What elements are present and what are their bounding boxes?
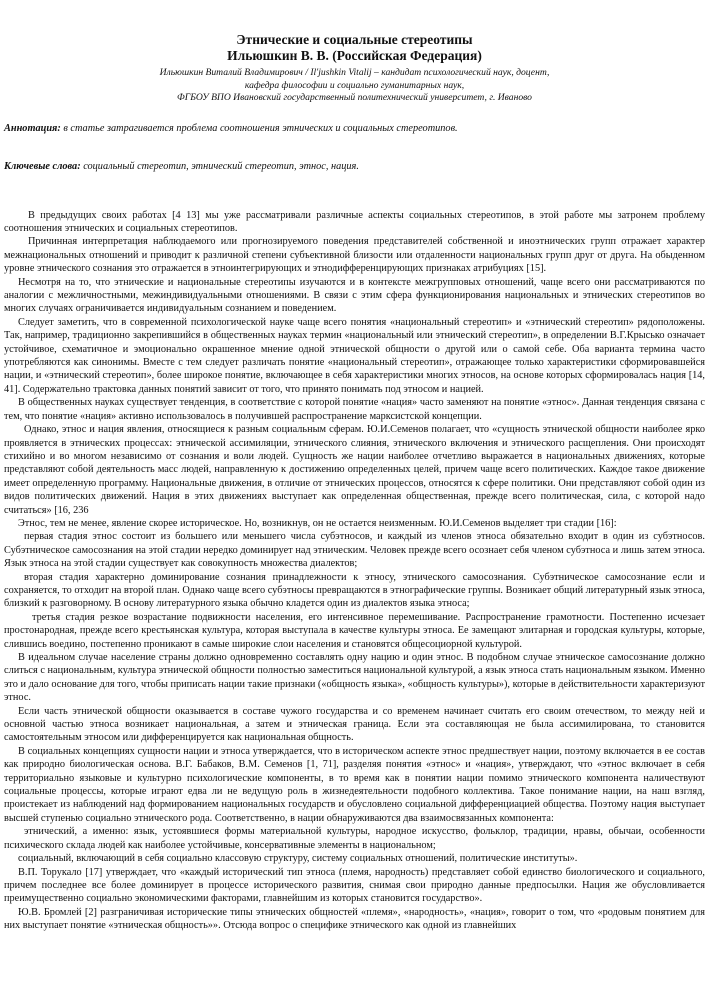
paper-header	[0, 0, 709, 105]
list-item: вторая стадия характерно доминирование сознания принадлежности к этносу, этнического самосознания. Субэтническое самосознание если и сохраняется, то отходит на второй план. Однако чаще всего субэтносы превращаются в этнографические группы. Возникает общий литературный язык этноса, близкий к разговорному. В основу литературного языка обычно кладется один из диалектов языка этноса;	[4, 571, 705, 610]
body-paragraph: Причинная интерпретация наблюдаемого или прогнозируемого поведения представителей собственной и иноэтнических групп отражает характер межнациональных отношений и приводит к различной степени субъективной близости или отдаленности национальных групп друг от друга. На обыденном уровне этнического сознания это отражается в этноинтегрирующих и этнодифференцирующих признаках атрибуциях [15].	[4, 236, 705, 275]
body-paragraph: В идеальном случае население страны должно одновременно составлять одну нацию и один этнос. В подобном случае этническое самосознание должно слиться с национальным, культура этнической общности полностью заместиться национальной культурой, а язык этноса стать национальным языком. Именно это и дало основание для того, чтобы приписать нации такие признаки («общность языка», «общность культуры»), которые в действительности характеризуют этнос.	[4, 652, 705, 704]
body-paragraph: Если часть этнической общности оказывается в составе чужого государства и со временем начинает считать его своим отечеством, то между ней и основной частью этноса возникает национальная, а затем и этническая граница. Если эта составляющая не была ассимилирована, то становится самостоятельным этносом или дифференцируется как национальная общность.	[4, 705, 705, 744]
body-paragraph: В.П. Торукало [17] утверждает, что «каждый исторический тип этноса (племя, народность) представляет собой единство биологического и социального, причем последнее все более доминирует в процессе исторического развития, снимая свои природно данные предпосылки. Нация же обусловливается преимущественно социально экономическими факторами, главнейшим из которых становится государство».	[4, 866, 705, 905]
keywords-text: социальный стереотип, этнический стереотип, этнос, нация.	[80, 161, 359, 173]
annotation-text: в статье затрагивается проблема соотношения этнических и социальных стереотипов.	[60, 122, 458, 134]
list-item: этнический, а именно: язык, устоявшиеся формы материальной культуры, народное искусство, фольклор, традиции, нравы, обычаи, особенности психического склада людей как наиболее устойчивые, консервативные элементы в национальном;	[4, 826, 705, 851]
annotation	[0, 122, 709, 135]
body-paragraph: Следует заметить, что в современной психологической науке чаще всего понятия «национальный стереотип» и «этнический стереотип» рядоположены. Так, например, традиционно закрепившийся в общественных науках термин «национальный или этнический стереотип», в определении В.Г.Крысько означает устойчивое, схематичное и эмоционально окрашенное мнение одной этнической общности о другой или о самой себе. Оба варианта термина часто употребляются как синонимы. Вместе с тем следует различать понятие «национальный стереотип», отражающее только характеристики сформировавшейся нации, и «этнический стереотип», более широкое понятие, включающее в себя характеристики многих этносов, на основе которых сформировалась нация [14, 41]. Содержательно трактовка данных понятий зависит от того, что принято понимать под этносом и нацией.	[4, 316, 705, 395]
annotation-label: Аннотация:	[4, 122, 61, 134]
body-paragraph: Однако, этнос и нация явления, относящиеся к разным социальным сферам. Ю.И.Семенов полагает, что «сущность этнической общности наиболее ярко проявляется в этнических процессах: этнической ассимиляции, этнического слияния, этнического включения и этнического расщепления. Они происходят стихийно и во многом независимо от сознания и воли людей. Сущность же нации наиболее отчетливо выражается в национальных движениях, которые представляют собой деятельность масс людей, направленную к достижению определенных целей, причем чаще всего политических. Каждое такое движение имеет определенную программу. Национальные движения, в отличие от этнических процессов, относятся к сфере политики. Они представляют собой один из видов политических движений. Нация в этих движениях выступает как определенная общественная, прежде всего политическая, сила, с которой надо считаться» [16, 236	[4, 424, 705, 516]
affiliation-line: Ильюшкин Виталий Владимирович / Il'jushkin Vitalij – кандидат психологический наук, доцент,	[159, 67, 550, 78]
affiliation-line: кафедра философии и социально гуманитарных наук,	[244, 79, 465, 91]
article-body	[0, 209, 709, 933]
list-item: первая стадия этнос состоит из большего или меньшего числа субэтносов, и каждый из членов этноса обязательно входит в один из субэтносов. Субэтническое самосознания на этой стадии нередко доминирует над этническим. Человек прежде всего осознает себя членом субэтноса и лишь затем этноса. Язык этноса на этой стадии существует как совокупность множества диалектов;	[4, 531, 705, 570]
list-item: социальный, включающий в себя социально классовую структуру, систему социальных отношений, политические институты».	[18, 853, 578, 865]
body-paragraph: В общественных науках существует тенденция, в соответствие с которой понятие «нация» часто заменяют на понятие «этнос». Данная тенденция связана с тем, что понятие «нация» активно использовалось в получившей распространение марксистской концепции.	[4, 397, 705, 422]
paper-title: Этнические и социальные стереотипы	[236, 32, 473, 47]
keywords-label: Ключевые слова:	[4, 161, 81, 173]
body-paragraph: Несмотря на то, что этнические и национальные стереотипы изучаются и в контексте межгрупповых отношений, чаще всего они рассматриваются по аналогии с межличностными, межиндивидуальными отношениями. В связи с этим сфера функционирования национальных и этнических стереотипов во многих случаях ограничивается индивидуальным сознанием и поведением.	[4, 276, 705, 315]
body-paragraph: В социальных концепциях сущности нации и этноса утверждается, что в историческом аспекте этнос предшествует нации, поэтому включается в ее состав как природно биологическая основа. В.Г. Бабаков, В.М. Семенов [1, 71], разделяя понятия «этнос» и «нация», утверждают, что «этнос включает в себя территориально языковые и культурно психологические компоненты, в то время как в понятии нации помимо этнического компонента наличествуют социальные процессы, которые играют едва ли не ведущую роль в жизнедеятельности подобного коллектива. Такое понимание нации, на наш взгляд, проистекает из наблюдений над формированием национальных государств и обусловлено социальной дифференциацией общества. Поэтому нация выступает высшей ступенью социально этнического рода. Соответственно, в нации обнаруживаются два взаимосвязанных компонента:	[4, 745, 705, 824]
body-paragraph: В предыдущих своих работах [4 13] мы уже рассматривали различные аспекты социальных стереотипов, в этой работе мы затронем проблему соотношения этнических и социальных стереотипов.	[4, 209, 705, 234]
body-paragraph: Ю.В. Бромлей [2] разграничивая исторические типы этнических общностей «племя», «народность», «нация», говорит о том, что «родовым понятием для них выступает понятие «этническая общность»». Отсюда вопрос о специфике этнического как одной из главнейших	[4, 906, 705, 932]
author-line: Ильюшкин В. В. (Российская Федерация)	[227, 48, 482, 63]
body-paragraph: Этнос, тем не менее, явление скорее историческое. Но, возникнув, он не остается неизменным. Ю.И.Семенов выделяет три стадии [16]:	[18, 517, 617, 529]
keywords	[0, 160, 709, 173]
list-item: третья стадия резкое возрастание подвижности населения, его интенсивное перемешивание. Распространение грамотности. Постепенно исчезает простонародная, прежде всего крестьянская культура, которая выступала в качестве культуры этноса. Ее замещают элитарная и городская культуры, которые, слившись воедино, постепенно проникают в самые широкие слои населения и становятся общесоциорной культурой.	[4, 611, 705, 650]
affiliation-line: ФГБОУ ВПО Ивановский государственный политехнический университет, г. Иваново	[177, 92, 532, 104]
author-affiliation	[0, 67, 709, 105]
